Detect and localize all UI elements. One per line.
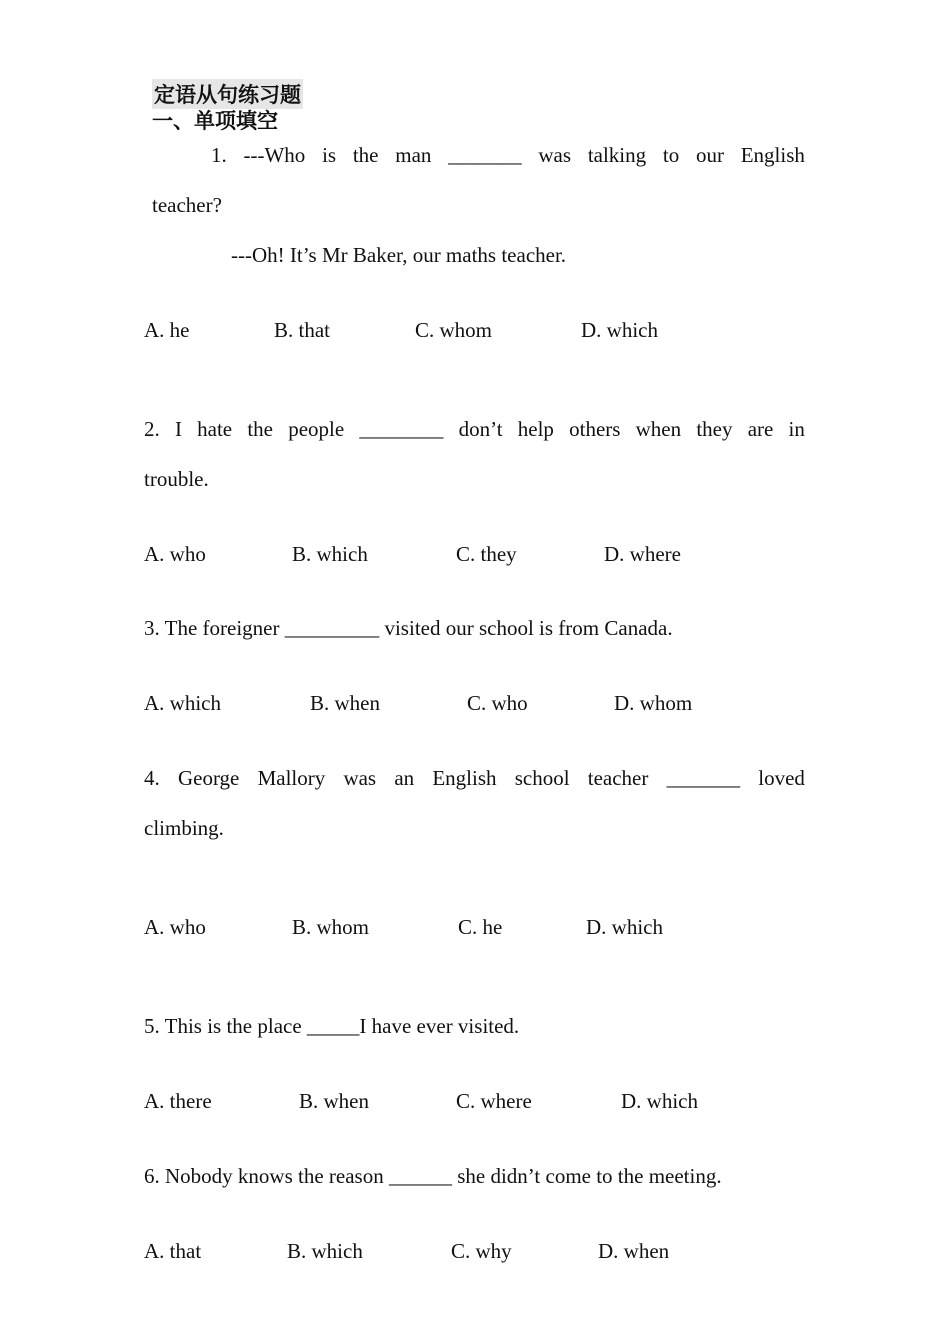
option-d[interactable]: D. when [598,1239,670,1263]
option-b[interactable]: B. which [292,542,368,566]
q1-line-3: ---Oh! It’s Mr Baker, our maths teacher. [231,243,567,267]
option-d[interactable]: D. which [581,318,658,342]
option-c[interactable]: C. where [456,1089,532,1113]
option-b[interactable]: B. when [310,691,380,715]
option-a[interactable]: A. which [144,691,221,715]
option-c[interactable]: C. whom [415,318,493,342]
option-b[interactable]: B. which [287,1239,363,1263]
option-a[interactable]: A. he [144,318,190,342]
page-title: 定语从句练习题 [152,79,303,109]
option-d[interactable]: D. where [604,542,681,566]
option-a[interactable]: A. who [144,542,206,566]
option-c[interactable]: C. who [467,691,528,715]
q5-line-1: 5. This is the place _____I have ever visited. [144,1014,520,1038]
option-a[interactable]: A. there [144,1089,212,1113]
option-d[interactable]: D. which [621,1089,698,1113]
q4-line-2: climbing. [144,816,224,840]
q3-line-1: 3. The foreigner _________ visited our school is from Canada. [144,616,673,640]
option-b[interactable]: B. when [299,1089,369,1113]
option-d[interactable]: D. which [586,915,663,939]
answer-blank[interactable]: _______ [666,766,741,790]
q1-line-1: 1. ---Who is the man _______ was talking to our English [211,143,805,167]
section-heading: 一、单项填空 [152,109,278,133]
q2-line-2: trouble. [144,467,209,491]
q1-line-2: teacher? [152,193,222,217]
answer-blank[interactable]: ________ [359,417,444,441]
option-b[interactable]: B. that [274,318,330,342]
answer-blank[interactable]: _______ [448,143,522,167]
option-c[interactable]: C. he [458,915,503,939]
option-c[interactable]: C. they [456,542,517,566]
option-c[interactable]: C. why [451,1239,512,1263]
q6-line-1: 6. Nobody knows the reason ______ she didn’t come to the meeting. [144,1164,722,1188]
option-a[interactable]: A. that [144,1239,202,1263]
q4-line-1: 4. George Mallory was an English school teacher _______ loved [144,766,805,790]
option-b[interactable]: B. whom [292,915,370,939]
option-d[interactable]: D. whom [614,691,693,715]
q2-line-1: 2. I hate the people ________ don’t help others when they are in [144,417,805,441]
option-a[interactable]: A. who [144,915,206,939]
